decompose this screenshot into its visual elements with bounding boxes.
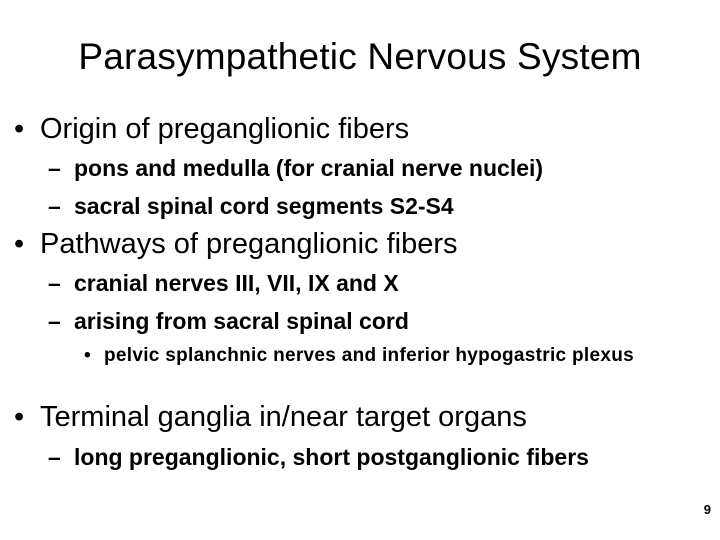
dash-icon: – [48, 193, 61, 219]
bullet-icon: • [14, 228, 25, 260]
bullet-text: Terminal ganglia in/near target organs [40, 401, 527, 433]
sub-bullet-text: sacral spinal cord segments S2-S4 [74, 193, 454, 219]
dash-icon: – [48, 155, 61, 181]
bullet-item [14, 228, 458, 261]
sub-bullet-text: cranial nerves III, VII, IX and X [74, 270, 399, 296]
bullet-item [14, 113, 409, 146]
dash-icon: – [48, 270, 61, 296]
bullet-text: Pathways of preganglionic fibers [40, 228, 458, 260]
sub-sub-bullet-item [84, 344, 684, 367]
dash-icon: – [48, 444, 61, 470]
page-number: 9 [703, 502, 711, 517]
bullet-icon: • [14, 401, 25, 433]
sub-bullet-item [48, 308, 409, 335]
sub-bullet-item [48, 444, 589, 471]
sub-bullet-item [48, 155, 543, 182]
bullet-icon: • [84, 345, 91, 366]
sub-bullet-text: long preganglionic, short postganglionic fibers [74, 444, 589, 470]
slide-title: Parasympathetic Nervous System [78, 36, 642, 77]
dash-icon: – [48, 308, 61, 334]
sub-bullet-item [48, 193, 454, 220]
bullet-icon: • [14, 113, 25, 145]
bullet-text: Origin of preganglionic fibers [40, 113, 410, 145]
sub-bullet-text: arising from sacral spinal cord [74, 308, 409, 334]
sub-sub-bullet-text: pelvic splanchnic nerves and inferior hypogastric plexus [104, 345, 634, 366]
sub-bullet-text: pons and medulla (for cranial nerve nuclei) [74, 155, 544, 181]
bullet-item [14, 401, 527, 434]
sub-bullet-item [48, 270, 399, 297]
